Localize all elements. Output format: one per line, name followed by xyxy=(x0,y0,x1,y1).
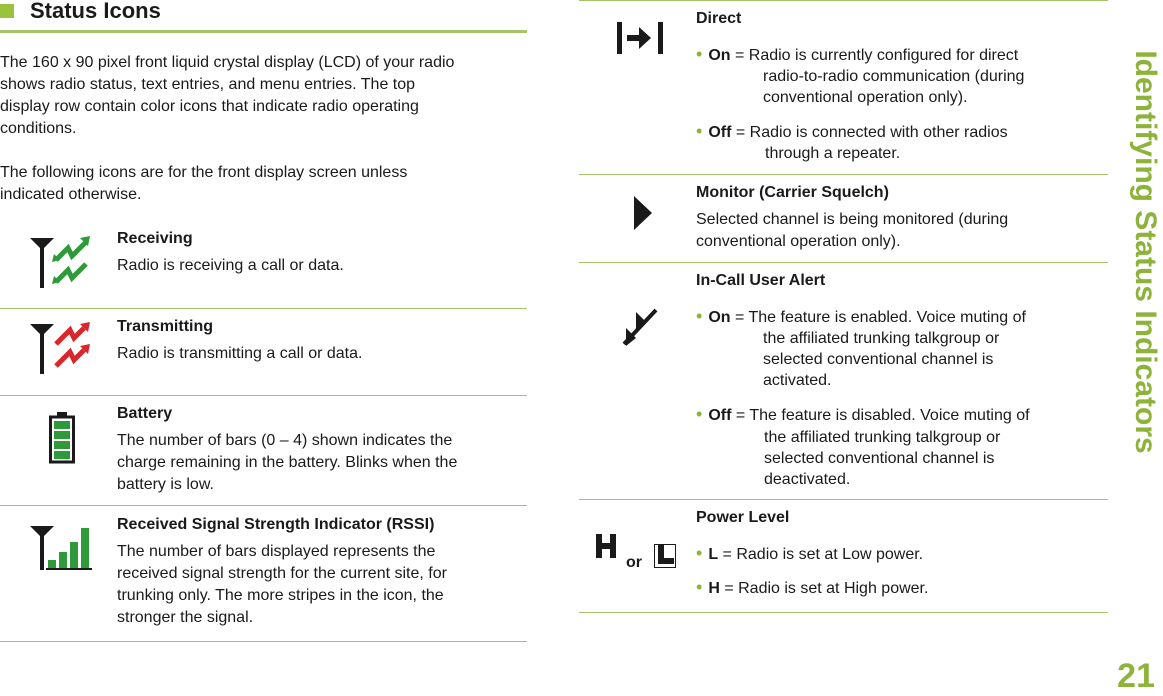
text-line: = Radio is connected with other radios xyxy=(735,124,1008,141)
transmitting-description xyxy=(117,343,362,365)
text-line: trunking only. The more stripes in the icon, the xyxy=(117,587,444,604)
monitor-description xyxy=(696,209,1008,253)
text-line: radio-to-radio communication (during xyxy=(763,68,1025,85)
transmitting-icon xyxy=(28,320,94,381)
text-line: charge remaining in the battery. Blinks when the xyxy=(117,454,458,471)
monitor-title: Monitor (Carrier Squelch) xyxy=(696,184,889,201)
row-divider xyxy=(0,641,527,642)
direct-off-item xyxy=(696,121,1008,143)
text-line: conditions. xyxy=(0,120,77,137)
row-divider xyxy=(579,612,1108,613)
power-high-item xyxy=(696,577,928,599)
off-key: Off xyxy=(708,407,732,424)
text-line: The number of bars displayed represents the xyxy=(117,543,436,560)
text-line: the affiliated trunking talkgroup or xyxy=(763,330,1000,347)
text-line: Radio is receiving a call or data. xyxy=(117,257,344,274)
text-line: = Radio is set at Low power. xyxy=(722,546,924,563)
side-chapter-title xyxy=(1125,0,1163,694)
bullet: • xyxy=(696,543,703,563)
rssi-icon xyxy=(28,522,94,577)
row-divider xyxy=(0,308,527,309)
text-line: = The feature is enabled. Voice muting of xyxy=(734,309,1026,326)
receiving-icon xyxy=(28,234,94,295)
text-line: selected conventional channel is xyxy=(763,351,994,368)
battery-icon xyxy=(49,412,75,469)
text-line: selected conventional channel is xyxy=(764,450,995,467)
text-line: the affiliated trunking talkgroup or xyxy=(764,429,1001,446)
bullet: • xyxy=(696,44,703,64)
alert-off-item xyxy=(696,404,1030,426)
side-title-text: Identifying Status Indicators xyxy=(1129,50,1162,454)
rssi-title: Received Signal Strength Indicator (RSSI) xyxy=(117,516,435,533)
bullet: • xyxy=(696,404,703,424)
text-line: The 160 x 90 pixel front liquid crystal display (LCD) of your radio xyxy=(0,54,455,71)
text-line: = Radio is currently configured for direct xyxy=(734,47,1019,64)
battery-title: Battery xyxy=(117,405,173,422)
receiving-title: Receiving xyxy=(117,230,193,247)
text-line: indicated otherwise. xyxy=(0,186,142,203)
bullet: • xyxy=(696,306,703,326)
section-marker xyxy=(0,4,14,18)
row-divider xyxy=(579,262,1108,263)
text-line: = The feature is disabled. Voice muting of xyxy=(735,407,1030,424)
text-line: conventional operation only). xyxy=(696,233,901,250)
text-line: received signal strength for the current site, for xyxy=(117,565,447,582)
on-key: On xyxy=(708,309,731,326)
bullet: • xyxy=(696,121,703,141)
text-line: The number of bars (0 – 4) shown indicates the xyxy=(117,432,453,449)
text-line: activated. xyxy=(763,372,832,389)
text-line: = Radio is set at High power. xyxy=(724,580,929,597)
off-key: Off xyxy=(708,124,732,141)
text-line: The following icons are for the front display screen unless xyxy=(0,164,408,181)
text-line: shows radio status, text entries, and menu entries. The top xyxy=(0,76,416,93)
monitor-icon xyxy=(632,196,654,235)
text-line: display row contain color icons that indicate radio operating xyxy=(0,98,419,115)
or-text: or xyxy=(626,554,642,571)
on-key: On xyxy=(708,47,731,64)
low-power-icon xyxy=(654,544,676,573)
title-rule xyxy=(0,30,527,33)
power-low-item xyxy=(696,543,923,565)
row-divider xyxy=(579,174,1108,175)
text-line: deactivated. xyxy=(764,471,851,488)
transmitting-title: Transmitting xyxy=(117,318,214,335)
text-line: Radio is transmitting a call or data. xyxy=(117,345,363,362)
high-key: H xyxy=(708,580,720,597)
row-divider xyxy=(0,505,527,506)
low-key: L xyxy=(708,546,719,563)
rssi-description xyxy=(117,541,447,629)
direct-title: Direct xyxy=(696,10,742,27)
direct-on-item xyxy=(696,44,1018,66)
row-divider xyxy=(579,499,1108,500)
text-line: Selected channel is being monitored (during xyxy=(696,211,1009,228)
row-divider xyxy=(579,0,1108,1)
intro-paragraph-1 xyxy=(0,52,454,140)
in-call-user-alert-icon xyxy=(622,306,658,351)
intro-paragraph-2 xyxy=(0,162,407,206)
bullet: • xyxy=(696,577,703,597)
page-number: 21 xyxy=(1117,657,1155,695)
receiving-description xyxy=(117,255,344,277)
power-title: Power Level xyxy=(696,509,790,526)
high-power-icon xyxy=(596,534,616,563)
battery-description xyxy=(117,430,457,496)
row-divider xyxy=(0,395,527,396)
section-title: Status Icons xyxy=(30,0,161,23)
text-line: conventional operation only). xyxy=(763,89,968,106)
alert-title: In-Call User Alert xyxy=(696,272,826,289)
alert-on-item xyxy=(696,306,1026,328)
direct-icon xyxy=(617,22,663,59)
text-line: battery is low. xyxy=(117,476,214,493)
text-line: through a repeater. xyxy=(765,145,901,162)
text-line: stronger the signal. xyxy=(117,609,254,626)
